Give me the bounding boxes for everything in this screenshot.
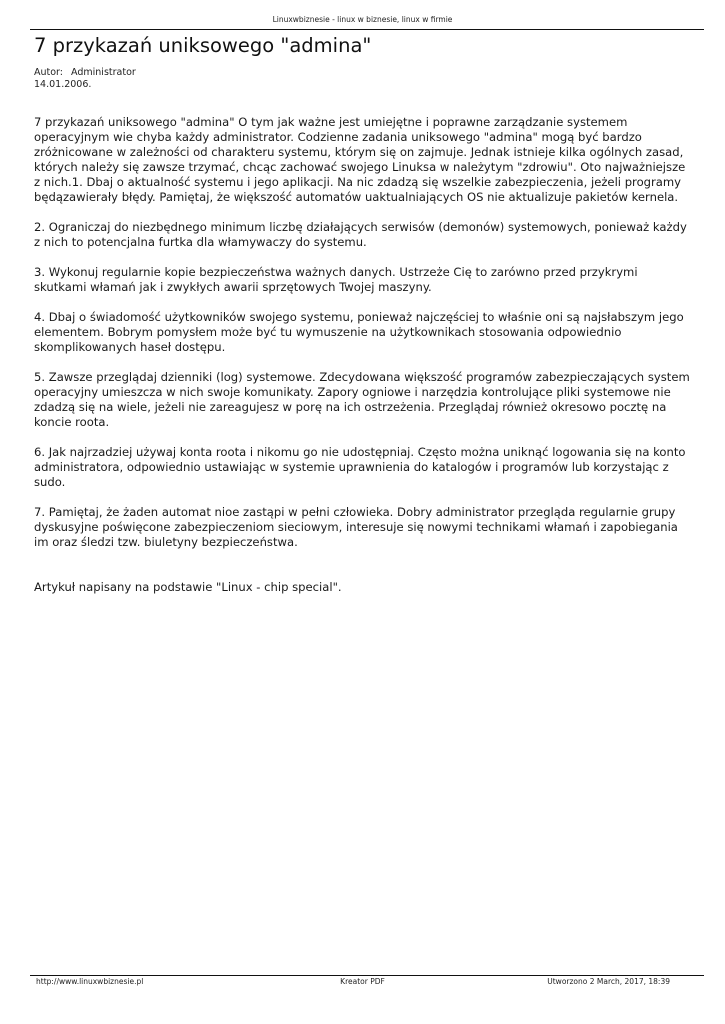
paragraph-rule-5: 5. Zawsze przeglądaj dzienniki (log) systemowe. Zdecydowana większość programów zabezpieczających system operacyjny umieszcza w nich swoje komunikaty. Zapory ogniowe i narzędzia kontrolujące pliki systemowe nie zdadzą się na wiele, jeżeli nie zareagujesz w porę na ich ostrzeżenia. Przeglądaj również okresowo pocztę na koncie roota. (34, 370, 690, 429)
page-header-site-name: Linuxwbiznesie - linux w biznesie, linux w firmie (272, 15, 453, 24)
footer-url-link[interactable]: http://www.linuxwbiznesie.pl (36, 977, 144, 986)
footer-generator: Kreator PDF (340, 977, 385, 986)
article-title: 7 przykazań uniksowego "admina" (34, 34, 372, 57)
paragraph-rule-6: 6. Jak najrzadziej używaj konta roota i nikomu go nie udostępniaj. Często można uniknąć logowania się na konto administratora, odpowiednio ustawiając w systemie uprawnienia do katalogów i programów lub korzystając z sudo. (34, 445, 686, 489)
article-meta (34, 67, 136, 90)
footer-created-date: Utworzono 2 March, 2017, 18:39 (547, 977, 670, 986)
paragraph-rule-4: 4. Dbaj o świadomość użytkowników swojego systemu, ponieważ najczęściej to właśnie oni są najsłabszym jego elementem. Bobrym pomysłem może być tu wymuszenie na użytkownikach stosowania odpowiednio skomplikowanych haseł dostępu. (34, 310, 684, 354)
paragraph-rule-3: 3. Wykonuj regularnie kopie bezpieczeństwa ważnych danych. Ustrzeże Cię to zarówno przed przykrymi skutkami włamań jak i zwykłych awarii sprzętowych Twojej maszyny. (34, 265, 638, 294)
author-line (34, 67, 136, 79)
paragraph-rule-7: 7. Pamiętaj, że żaden automat nioe zastąpi w pełni człowieka. Dobry administrator przegląda regularnie grupy dyskusyjne poświęcone zabezpieczeniom sieciowym, interesuje się nowymi technikami włamań i zapobiegania im oraz śledzi tzw. biuletyny bezpieczeństwa. (34, 505, 678, 549)
article-body (34, 115, 692, 610)
header-divider (30, 29, 704, 30)
author-label: Autor: (34, 67, 63, 78)
footer-divider (30, 975, 704, 976)
paragraph-rule-2: 2. Ograniczaj do niezbędnego minimum liczbę działających serwisów (demonów) systemowych, ponieważ każdy z nich to potencjalna furtka dla włamywaczy do systemu. (34, 220, 687, 249)
author-name: Administrator (71, 67, 136, 78)
publish-date: 14.01.2006. (34, 78, 92, 90)
page-footer (0, 977, 725, 989)
paragraph-intro: 7 przykazań uniksowego "admina" O tym jak ważne jest umiejętne i poprawne zarządzanie systemem operacyjnym wie chyba każdy administrator. Codzienne zadania uniksowego "admina" mogą być bardzo zróżnicowane w zależności od charakteru systemu, którym się on zajmuje. Jednak istnieje kilka ogólnych zasad, których należy się zawsze trzymać, chcąc zachować swojego Linuksa w należytym "zdrowiu". Oto najważniejsze z nich.1. Dbaj o aktualność systemu i jego aplikacji. Na nic zdadzą się wszelkie zabezpieczenia, jeżeli programy będązawierały błędy. Pamiętaj, że większość automatów uaktualniających OS nie aktualizuje pakietów kernela. (34, 115, 686, 204)
source-note: Artykuł napisany na podstawie "Linux - chip special". (34, 580, 342, 594)
